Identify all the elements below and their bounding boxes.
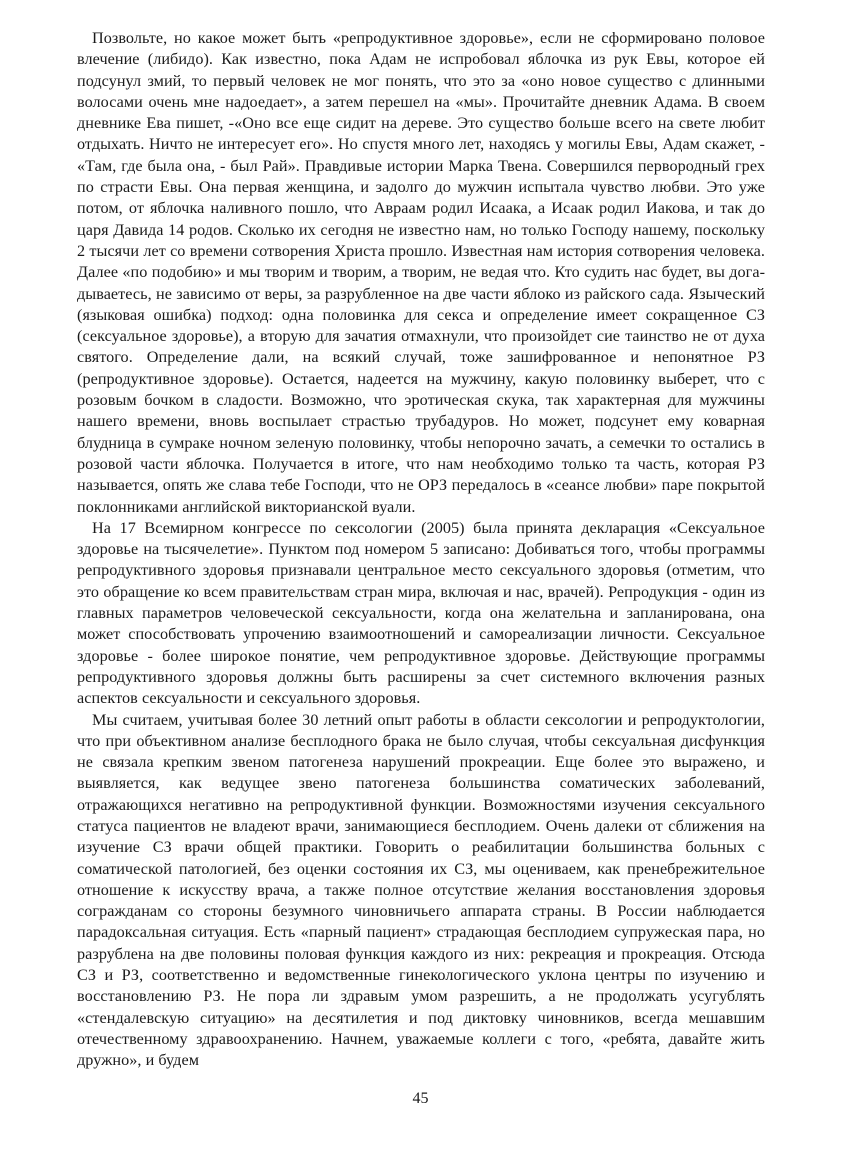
page-body <box>77 28 765 1072</box>
paragraph-infertility-experience: Мы считаем, учитывая более 30 летний опыт работы в области сексологии и репродуктологии, что при объективном анализе бесплодного брака не было случая, чтобы сексуальная дисфункция не связала крепким звеном патогенеза нарушений прокреации. Еще более это выражено, и выявляется, как ведущее звено патогенеза большинства соматических заболеваний, отражающихся негативно на репродуктивной функции. Возможностями изучения сексуального статуса пациентов не владеют врачи, занимающиеся бесплодием. Очень далеки от сближения на изучение СЗ врачи общей практики. Говорить о реабилитации большинства больных с соматической патологией, без оценки состояния их СЗ, мы оцениваем, как пренебрежительное отношение к искусству врача, а также полное отсутствие желания восстановления здоровья согражданам со стороны безумного чиновничьего аппарата страны. В России наблюдается парадоксальная ситуация. Есть «парный пациент» страдающая бесплодием супружеская пара, но разрублена на две половины половая функция каждого из них: рекреация и прокреация. Отсюда СЗ и РЗ, соответственно и ведомственные гинекологического уклона центры по изучению и восстановлению РЗ. Не пора ли здравым умом разрешить, а не продолжать усугублять «стендалевскую ситуацию» на десятилетия и под диктовку чиновников, всегда мешавшим отечественному здравоохранению. Начнем, уважаемые коллеги с того, «ребята, давайте жить дружно», и будем <box>77 710 765 1070</box>
paragraph-adam-eve: Позвольте, но какое может быть «репродуктивное здоровье», если не сформировано половое влечение (либидо). Как известно, пока Адам не испробовал яблочка из рук Евы, которое ей подсунул змий, то первый человек не мог понять, что это за «оно новое существо с длинными волосами очень мне надоедает», а затем перешел на «мы». Прочитайте дневник Адама. В своем дневнике Ева пишет, -«Оно все еще сидит на дереве. Это существо больше всего на свете любит отдыхать. Ничто не интересует его». Но спустя много лет, находясь у могилы Евы, Адам скажет, - «Там, где была она, - был Рай». Правдивые истории Марка Твена. Совершился первородный грех по страсти Евы. Она первая женщина, и задолго до мужчин испытала чувство любви. Это уже потом, от яблочка наливного пошло, что Авраам родил Исаака, а Исаак родил Иакова, и так до царя Давида 14 родов. Сколько их сегодня не известно нам, но только Господу нашему, поскольку 2 тысячи лет со времени сотворения Христа прошло. Известная нам история сотворения человека. Далее «по подобию» и мы творим и творим, а творим, не ведая что. Кто судить нас будет, вы догадываетесь, не зависимо от веры, за разрубленное на две части яблоко из райского сада. Языческий (языковая ошибка) подход: одна половинка для секса и определение имеет сокращенное СЗ (сексуальное здоровье), а вторую для зачатия отмахнули, что произойдет сие таинство не от духа святого. Определение дали, на всякий случай, тоже зашифрованное и непонятное РЗ (репродуктивное здоровье). Остается, надеется на мужчину, какую половинку выберет, что с розовым бочком в сладости. Возможно, что эротическая скука, так характерная для мужчины нашего времени, вновь воспылает страстью трубадуров. Но может, подсунет ему коварная блудница в сумраке ночном зеленую половинку, чтобы непорочно зачать, а семечки то остались в розовой части яблочка. Получается в итоге, что нам необходимо только та часть, которая РЗ называется, опять же слава тебе Господи, что не ОРЗ передалось в «сеансе любви» паре покрытой поклонниками английской викторианской вуали. <box>77 29 765 516</box>
page-number: 45 <box>412 1090 429 1107</box>
paragraph-sexology-congress: На 17 Всемирном конгрессе по сексологии (2005) была принята декларация «Сексуальное здоровье на тысячелетие». Пунктом под номером 5 записано: Добиваться того, чтобы программы репродуктивного здоровья признавали центральное место сексуального здоровья (отметим, что это обращение ко всем правительствам стран мира, включая и нас, врачей). Репродукция - один из главных параметров человеческой сексуальности, когда она желательна и запланирована, она может способствовать упрочению взаимоотношений и самореализации личности. Сексуальное здоровье - более широкое понятие, чем репродуктивное здоровье. Действующие программы репродуктивного здоровья должны быть расширены за счет системного включения разных аспектов сексуальности и сексуального здоровья. <box>77 518 765 708</box>
